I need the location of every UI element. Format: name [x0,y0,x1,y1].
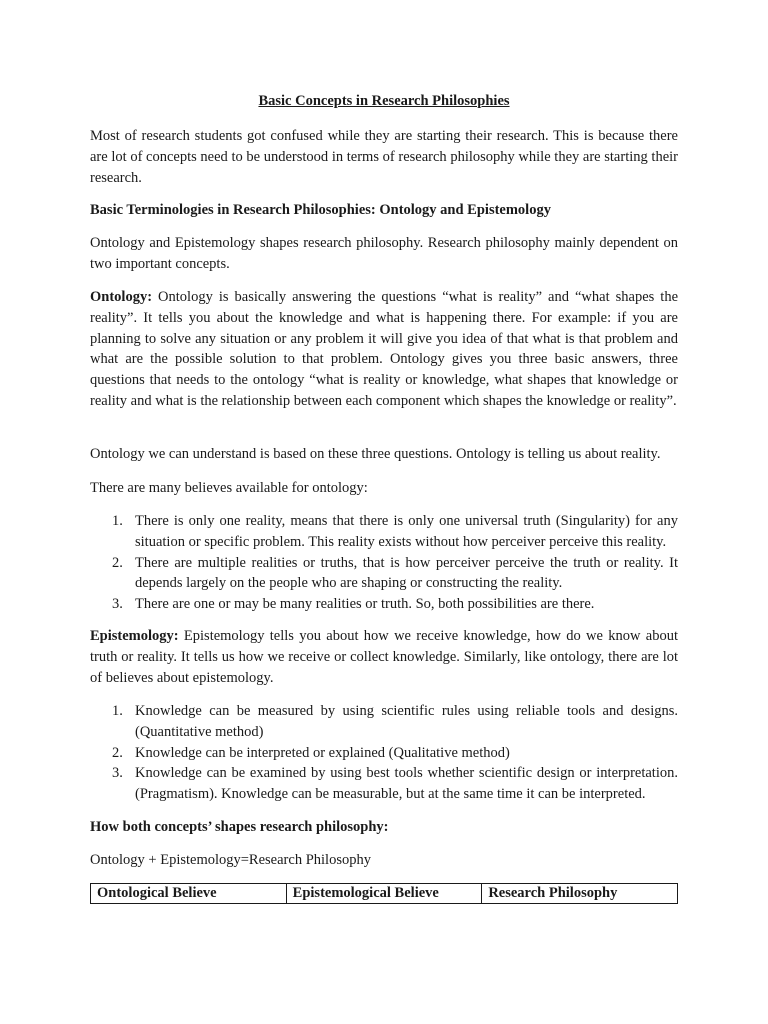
epistemology-paragraph [90,626,678,688]
list-item: 1. Knowledge can be measured by using scientific rules using reliable tools and designs. (Quantitative method) [112,703,678,740]
list-item: 2. Knowledge can be interpreted or explained (Qualitative method) [112,744,510,761]
table-header-cell: Research Philosophy [482,884,678,904]
table-header-cell: Ontological Believe [91,884,287,904]
shapes-paragraph: Ontology and Epistemology shapes research philosophy. Research philosophy mainly dependent on two important concepts. [90,235,678,272]
ontology-label: Ontology: [90,289,153,305]
ontology-paragraph [90,287,678,412]
list-item: 3. There are one or may be many realities or truth. So, both possibilities are there. [112,596,595,613]
list-item: 1. There is only one reality, means that there is only one universal truth (Singularity) for any situation or specific problem. This reality exists without how perceiver perceive this reality. [112,513,678,550]
table-header-row [91,884,678,904]
heading-terminologies: Basic Terminologies in Research Philosophies: Ontology and Epistemology [90,202,551,218]
table-header-cell: Epistemological Believe [286,884,482,904]
heading-how: How both concepts’ shapes research philosophy: [90,819,389,835]
epistemology-believes-list [90,701,678,805]
equation-line: Ontology + Epistemology=Research Philosophy [90,852,371,868]
ontology-text: Ontology is basically answering the questions “what is reality” and “what shapes the reality”. It tells you about the knowledge and what is happening there. For example: if you are planning to solve any situation or any problem it will give you idea of that what is that problem and what are the possible solution to that problem. Ontology gives you three basic answers, three questions that needs to the ontology “what is reality or knowledge, what shapes that knowledge or reality and what is the relationship between each component which shapes the knowledge or reality”. [90,289,678,409]
list-item: 2. There are multiple realities or truths, that is how perceiver perceive the truth or reality. It depends largely on the people who are shaping or constructing the reality. [112,554,678,592]
epistemology-label: Epistemology: [90,628,179,644]
document-title: Basic Concepts in Research Philosophies [258,93,510,109]
understand-paragraph: Ontology we can understand is based on these three questions. Ontology is telling us about reality. [90,446,661,462]
philosophy-table [90,883,678,904]
believes-paragraph: There are many believes available for ontology: [90,480,368,496]
ontology-believes-list [90,511,678,615]
epistemology-text: Epistemology tells you about how we receive knowledge, how do we know about truth or reality. It tells us how we receive or collect knowledge. Similarly, like ontology, there are lot of believes about epistemology. [90,628,678,686]
intro-paragraph: Most of research students got confused while they are starting their research. This is because there are lot of concepts need to be understood in terms of research philosophy while they are starting their research. [90,128,678,186]
list-item: 3. Knowledge can be examined by using best tools whether scientific design or interpretation. (Pragmatism). Knowledge can be measurable, but at the same time it can be interpreted. [112,765,678,803]
